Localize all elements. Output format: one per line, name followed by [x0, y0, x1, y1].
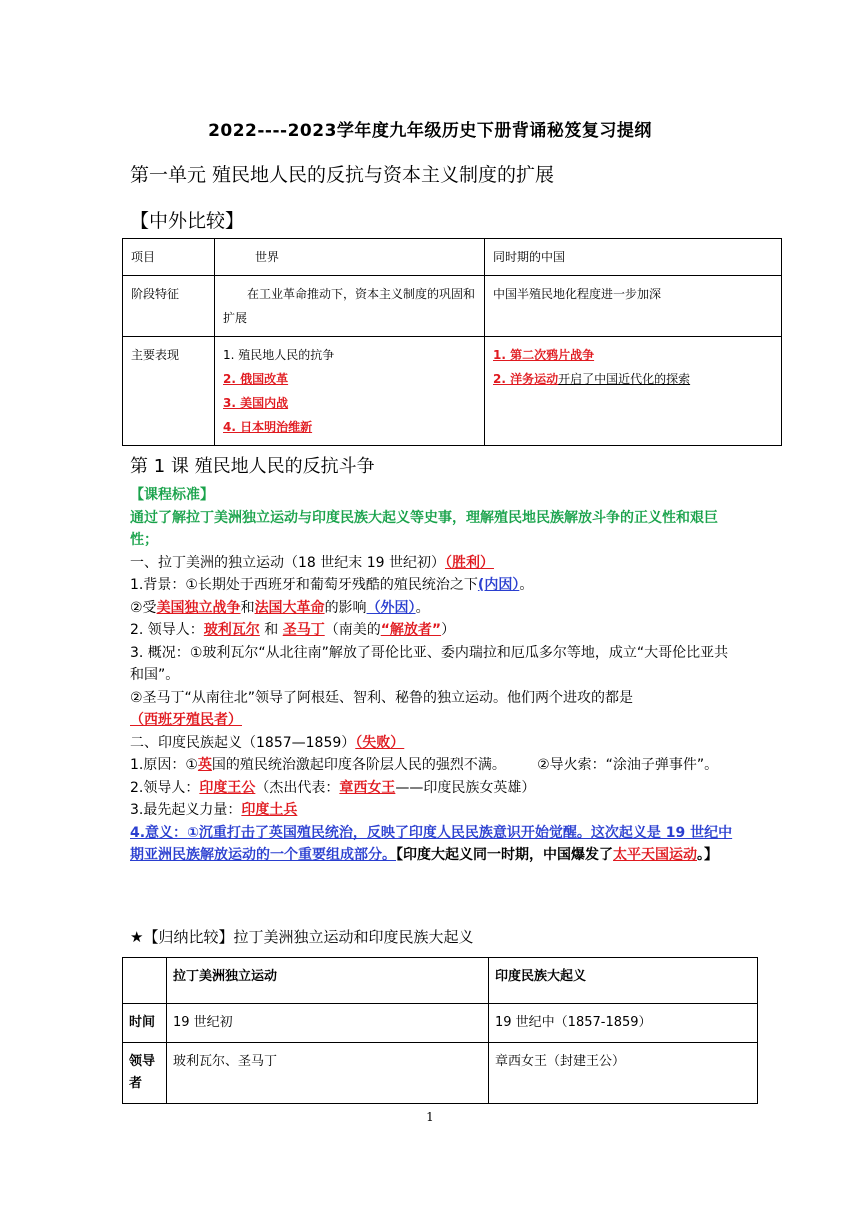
paragraph: 1.背景：①长期处于西班牙和葡萄牙残酷的殖民统治之下(内因）。: [130, 577, 534, 593]
table-header-cell: 项目: [123, 239, 215, 276]
highlight-text: （西班牙殖民者）: [130, 712, 242, 728]
document-title: 2022----2023学年度九年级历史下册背诵秘笈复习提纲: [208, 121, 652, 141]
compare-heading: 【中外比较】: [130, 210, 245, 232]
table-row: [123, 239, 782, 276]
list-item: 2. 俄国改革: [223, 372, 289, 386]
highlight-text: ①沉重打击了英国殖民统治，反映了印度人民民族意识开始觉醒。这次起义是 19 世纪中期亚洲民族解放运动的一个重要组成部分。: [130, 824, 733, 863]
highlight-text: 印度王公: [199, 779, 256, 796]
highlight-text: 太平天国运动: [613, 847, 697, 863]
summary-table: [122, 957, 758, 1104]
table-row: [123, 1004, 758, 1043]
highlight-text: 4.意义：: [130, 824, 188, 841]
highlight-text: 章西女王: [339, 779, 396, 796]
table-cell: 阶段特征: [123, 276, 215, 337]
table-cell: [215, 337, 485, 446]
highlight-text: （外因）: [366, 599, 416, 616]
highlight-text: 玻利瓦尔: [203, 622, 260, 638]
table-row: [123, 1043, 758, 1104]
paragraph: ②受美国独立战争和法国大革命的影响（外因）。: [130, 599, 430, 616]
standard-text: 通过了解拉丁美洲独立运动与印度民族大起义等史事，理解殖民地民族解放斗争的正义性和艰巨性；: [130, 509, 718, 548]
paragraph: 1.原因：①英国的殖民统治激起印度各阶层人民的强烈不满。 ②导火索：“涂油子弹事件”。: [130, 757, 719, 773]
table-cell: 中国半殖民地化程度进一步加深: [485, 276, 782, 337]
table-cell: 主要表现: [123, 337, 215, 446]
paragraph: ②圣马丁“从南往北”领导了阿根廷、智利、秘鲁的独立运动。他们两个进攻的都是: [130, 689, 634, 706]
table-cell: 领导者: [123, 1043, 167, 1104]
table-header-cell: [123, 958, 167, 1004]
highlight-text: 圣马丁: [282, 622, 325, 638]
table-cell: 19 世纪初: [167, 1004, 489, 1043]
highlight-text: 美国独立战争: [156, 599, 241, 616]
paragraph: 3.最先起义力量：印度土兵: [130, 802, 298, 818]
paragraph: 4.意义：①沉重打击了英国殖民统治，反映了印度人民民族意识开始觉醒。这次起义是 19 世纪中期亚洲民族解放运动的一个重要组成部分。【印度大起义同一时期，中国爆发了太平天国运动。】: [130, 824, 733, 863]
table-header-cell: 印度民族大起义: [489, 958, 758, 1004]
summary-heading: ★【归纳比较】拉丁美洲独立运动和印度民族大起义: [130, 928, 474, 946]
table-cell: 在工业革命推动下，资本主义制度的巩固和扩展: [215, 276, 485, 337]
paragraph: [130, 709, 740, 732]
list-item: 1. 第二次鸦片战争: [493, 348, 595, 362]
list-item: [493, 367, 773, 391]
paragraph: 2. 领导人：玻利瓦尔 和 圣马丁（南美的“解放者”）: [130, 622, 456, 638]
unit-title: 第一单元 殖民地人民的反抗与资本主义制度的扩展: [130, 164, 555, 186]
table-header-cell: 同时期的中国: [485, 239, 782, 276]
list-item: 1. 殖民地人民的抗争: [223, 348, 335, 362]
highlight-text: 2. 洋务运动: [493, 372, 559, 386]
section-heading: 一、拉丁美洲的独立运动（18 世纪末 19 世纪初）（胜利）: [130, 554, 494, 571]
table-row: [123, 276, 782, 337]
table-row: [123, 958, 758, 1004]
section-heading: 二、印度民族起义（1857—1859）（失败）: [130, 734, 405, 751]
paragraph: 3. 概况：①玻利瓦尔“从北往南”解放了哥伦比亚、委内瑞拉和厄瓜多尔等地，成立“大哥伦比亚共和国”。: [130, 644, 729, 683]
result-tag: （失败）: [355, 734, 405, 751]
page-number: 1: [426, 1110, 434, 1124]
lesson-body: [130, 484, 740, 867]
list-item: 4. 日本明治维新: [223, 420, 313, 434]
paragraph: 2.领导人：印度王公（杰出代表：章西女王——印度民族女英雄）: [130, 779, 536, 796]
table-header-cell: 世界: [215, 239, 485, 276]
table-row: [123, 337, 782, 446]
plain-text: 开启了中国近代化的探索: [558, 372, 691, 386]
lesson-title: 第 1 课 殖民地人民的反抗斗争: [130, 456, 375, 477]
comparison-table: [122, 238, 782, 446]
result-tag: （胜利）: [444, 554, 494, 571]
table-header-cell: 拉丁美洲独立运动: [167, 958, 489, 1004]
standard-label: 【课程标准】: [130, 487, 214, 503]
highlight-text: “解放者”: [380, 622, 442, 638]
table-cell: 时间: [123, 1004, 167, 1043]
table-cell: [485, 337, 782, 446]
table-cell: 玻利瓦尔、圣马丁: [167, 1043, 489, 1104]
highlight-text: 英: [197, 757, 212, 773]
highlight-text: 法国大革命: [254, 599, 325, 616]
highlight-text: (内因）: [477, 577, 520, 593]
list-item: 3. 美国内战: [223, 396, 289, 410]
highlight-text: 印度土兵: [241, 802, 298, 818]
table-cell: 19 世纪中（1857-1859）: [489, 1004, 758, 1043]
table-cell: 章西女王（封建王公）: [489, 1043, 758, 1104]
